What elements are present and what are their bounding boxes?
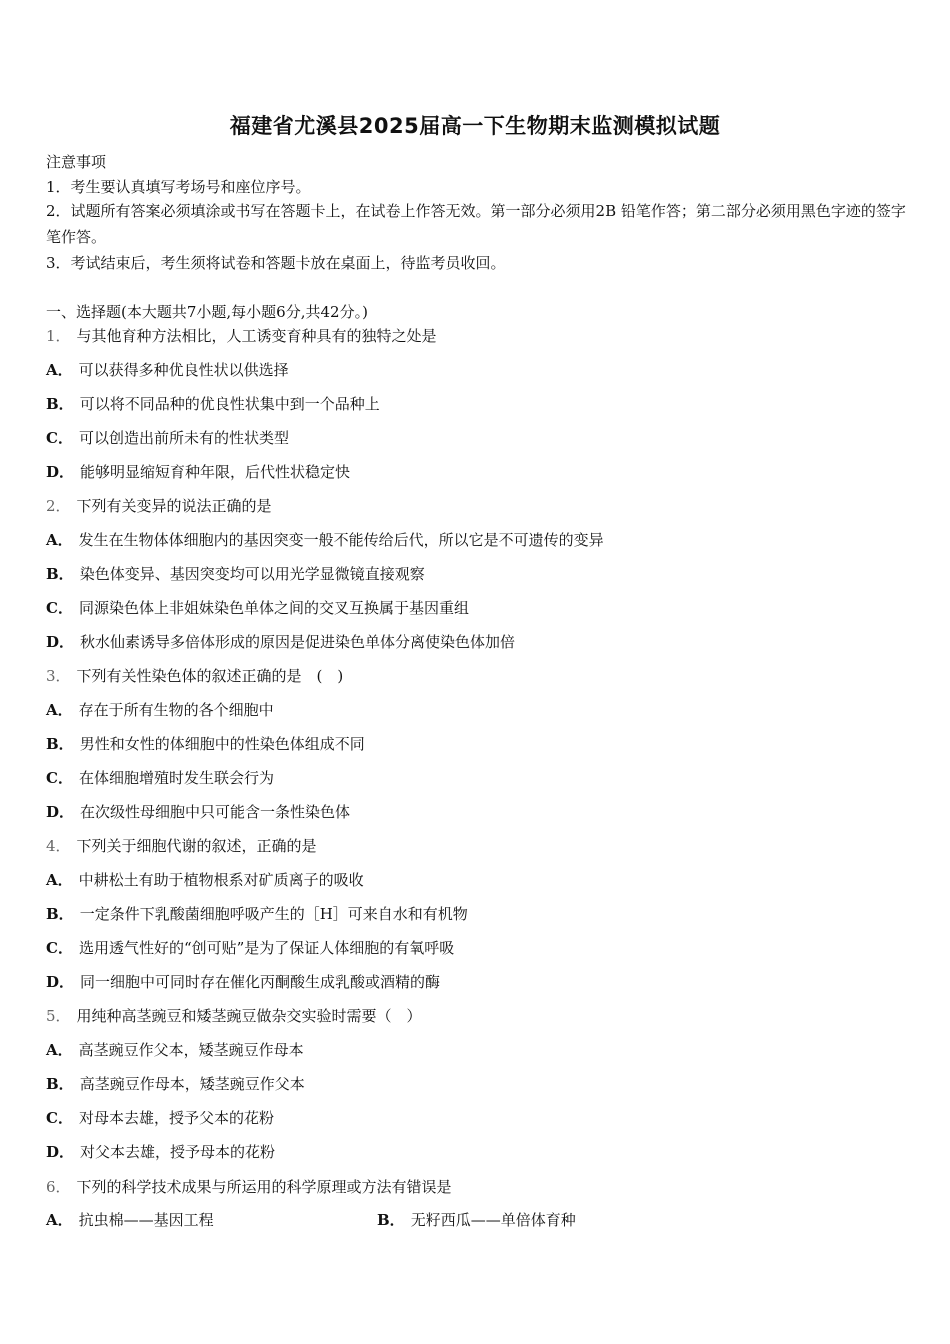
option-letter: C． xyxy=(46,939,73,957)
page-title: 福建省尤溪县2025届高一下生物期末监测模拟试题 xyxy=(229,114,721,138)
option-text: 男性和女性的体细胞中的性染色体组成不同 xyxy=(79,735,365,753)
option-text: 在次级性母细胞中只可能含一条性染色体 xyxy=(80,803,351,821)
option-letter: C． xyxy=(46,429,73,447)
option-1d xyxy=(46,462,350,482)
option-5c xyxy=(46,1108,274,1128)
option-text: 发生在生物体体细胞内的基因突变一般不能传给后代，所以它是不可遗传的变异 xyxy=(78,531,604,549)
option-letter: C． xyxy=(46,599,73,617)
option-3a xyxy=(46,700,274,720)
option-letter: B． xyxy=(46,1075,74,1093)
notice-item-2: 2．试题所有答案必须填涂或书写在答题卡上，在试卷上作答无效。第一部分必须用2B 铅笔作答；第二部分必须用黑色字迹的签字笔作答。 xyxy=(46,202,906,246)
option-letter: D． xyxy=(46,463,75,481)
option-letter: D． xyxy=(46,1143,75,1161)
option-text: 能够明显缩短育种年限，后代性状稳定快 xyxy=(80,463,351,481)
option-letter: B． xyxy=(46,905,74,923)
question-number: 3． xyxy=(46,667,71,685)
notice-item-3: 3．考试结束后，考生须将试卷和答题卡放在桌面上，待监考员收回。 xyxy=(46,254,506,272)
option-letter: D． xyxy=(46,973,75,991)
question-text: 用纯种高茎豌豆和矮茎豌豆做杂交实验时需要（ ） xyxy=(76,1007,422,1025)
option-4c xyxy=(46,938,454,958)
question-5 xyxy=(46,1006,422,1026)
option-2a xyxy=(46,530,604,550)
option-3c xyxy=(46,768,274,788)
option-text: 选用透气性好的“创可贴”是为了保证人体细胞的有氧呼吸 xyxy=(78,939,455,957)
option-letter: C． xyxy=(46,769,73,787)
question-text: 下列的科学技术成果与所运用的科学原理或方法有错误是 xyxy=(76,1178,452,1196)
notice-item-1: 1．考生要认真填写考场号和座位序号。 xyxy=(46,178,311,196)
question-number: 1． xyxy=(46,327,71,345)
question-text: 下列有关变异的说法正确的是 xyxy=(76,497,272,515)
option-letter: B． xyxy=(46,565,74,583)
option-letter: D． xyxy=(46,803,75,821)
option-2d xyxy=(46,632,515,652)
option-6a xyxy=(46,1210,214,1230)
option-1c xyxy=(46,428,289,448)
option-letter: A． xyxy=(46,531,73,549)
option-text: 可以获得多种优良性状以供选择 xyxy=(78,361,289,379)
option-2c xyxy=(46,598,469,618)
option-text: 无籽西瓜——单倍体育种 xyxy=(410,1211,576,1229)
option-3d xyxy=(46,802,350,822)
notice-heading: 注意事项 xyxy=(46,153,107,171)
option-letter: A． xyxy=(46,701,73,719)
option-text: 同源染色体上非姐妹染色单体之间的交叉互换属于基因重组 xyxy=(78,599,469,617)
question-text: 与其他育种方法相比，人工诱变育种具有的独特之处是 xyxy=(76,327,437,345)
option-text: 秋水仙素诱导多倍体形成的原因是促进染色单体分离使染色体加倍 xyxy=(80,633,516,651)
option-2b xyxy=(46,564,425,584)
question-text: 下列有关性染色体的叙述正确的是 ( ) xyxy=(76,667,344,685)
question-number: 5． xyxy=(46,1007,71,1025)
question-number: 6． xyxy=(46,1178,71,1196)
option-text: 可以将不同品种的优良性状集中到一个品种上 xyxy=(79,395,380,413)
option-letter: B． xyxy=(46,395,74,413)
option-text: 染色体变异、基因突变均可以用光学显微镜直接观察 xyxy=(79,565,425,583)
question-2 xyxy=(46,496,272,516)
option-text: 对母本去雄，授予父本的花粉 xyxy=(78,1109,274,1127)
option-letter: D． xyxy=(46,633,75,651)
question-4 xyxy=(46,836,317,856)
option-text: 高茎豌豆作母本，矮茎豌豆作父本 xyxy=(79,1075,305,1093)
question-6 xyxy=(46,1177,452,1197)
option-4a xyxy=(46,870,364,890)
option-text: 对父本去雄，授予母本的花粉 xyxy=(80,1143,276,1161)
option-text: 一定条件下乳酸菌细胞呼吸产生的［H］可来自水和有机物 xyxy=(79,905,468,923)
option-6b xyxy=(377,1210,576,1230)
section-heading: 一、选择题(本大题共7小题,每小题6分,共42分。) xyxy=(46,303,368,321)
option-5d xyxy=(46,1142,275,1162)
question-1 xyxy=(46,326,437,346)
option-letter: A． xyxy=(46,871,73,889)
option-letter: A． xyxy=(46,1041,73,1059)
option-5a xyxy=(46,1040,304,1060)
option-letter: B． xyxy=(46,735,74,753)
option-letter: B． xyxy=(377,1211,405,1229)
option-1a xyxy=(46,360,289,380)
option-text: 抗虫棉——基因工程 xyxy=(78,1211,214,1229)
option-letter: A． xyxy=(46,361,73,379)
option-text: 存在于所有生物的各个细胞中 xyxy=(78,701,274,719)
option-4d xyxy=(46,972,440,992)
option-5b xyxy=(46,1074,305,1094)
option-text: 可以创造出前所未有的性状类型 xyxy=(78,429,289,447)
option-letter: A． xyxy=(46,1211,73,1229)
option-3b xyxy=(46,734,365,754)
option-text: 同一细胞中可同时存在催化丙酮酸生成乳酸或酒精的酶 xyxy=(80,973,441,991)
question-text: 下列关于细胞代谢的叙述，正确的是 xyxy=(76,837,317,855)
option-text: 高茎豌豆作父本，矮茎豌豆作母本 xyxy=(78,1041,304,1059)
option-4b xyxy=(46,904,468,924)
option-text: 中耕松土有助于植物根系对矿质离子的吸收 xyxy=(78,871,364,889)
option-text: 在体细胞增殖时发生联会行为 xyxy=(78,769,274,787)
question-3 xyxy=(46,666,343,686)
option-letter: C． xyxy=(46,1109,73,1127)
option-1b xyxy=(46,394,380,414)
question-number: 2． xyxy=(46,497,71,515)
question-number: 4． xyxy=(46,837,71,855)
